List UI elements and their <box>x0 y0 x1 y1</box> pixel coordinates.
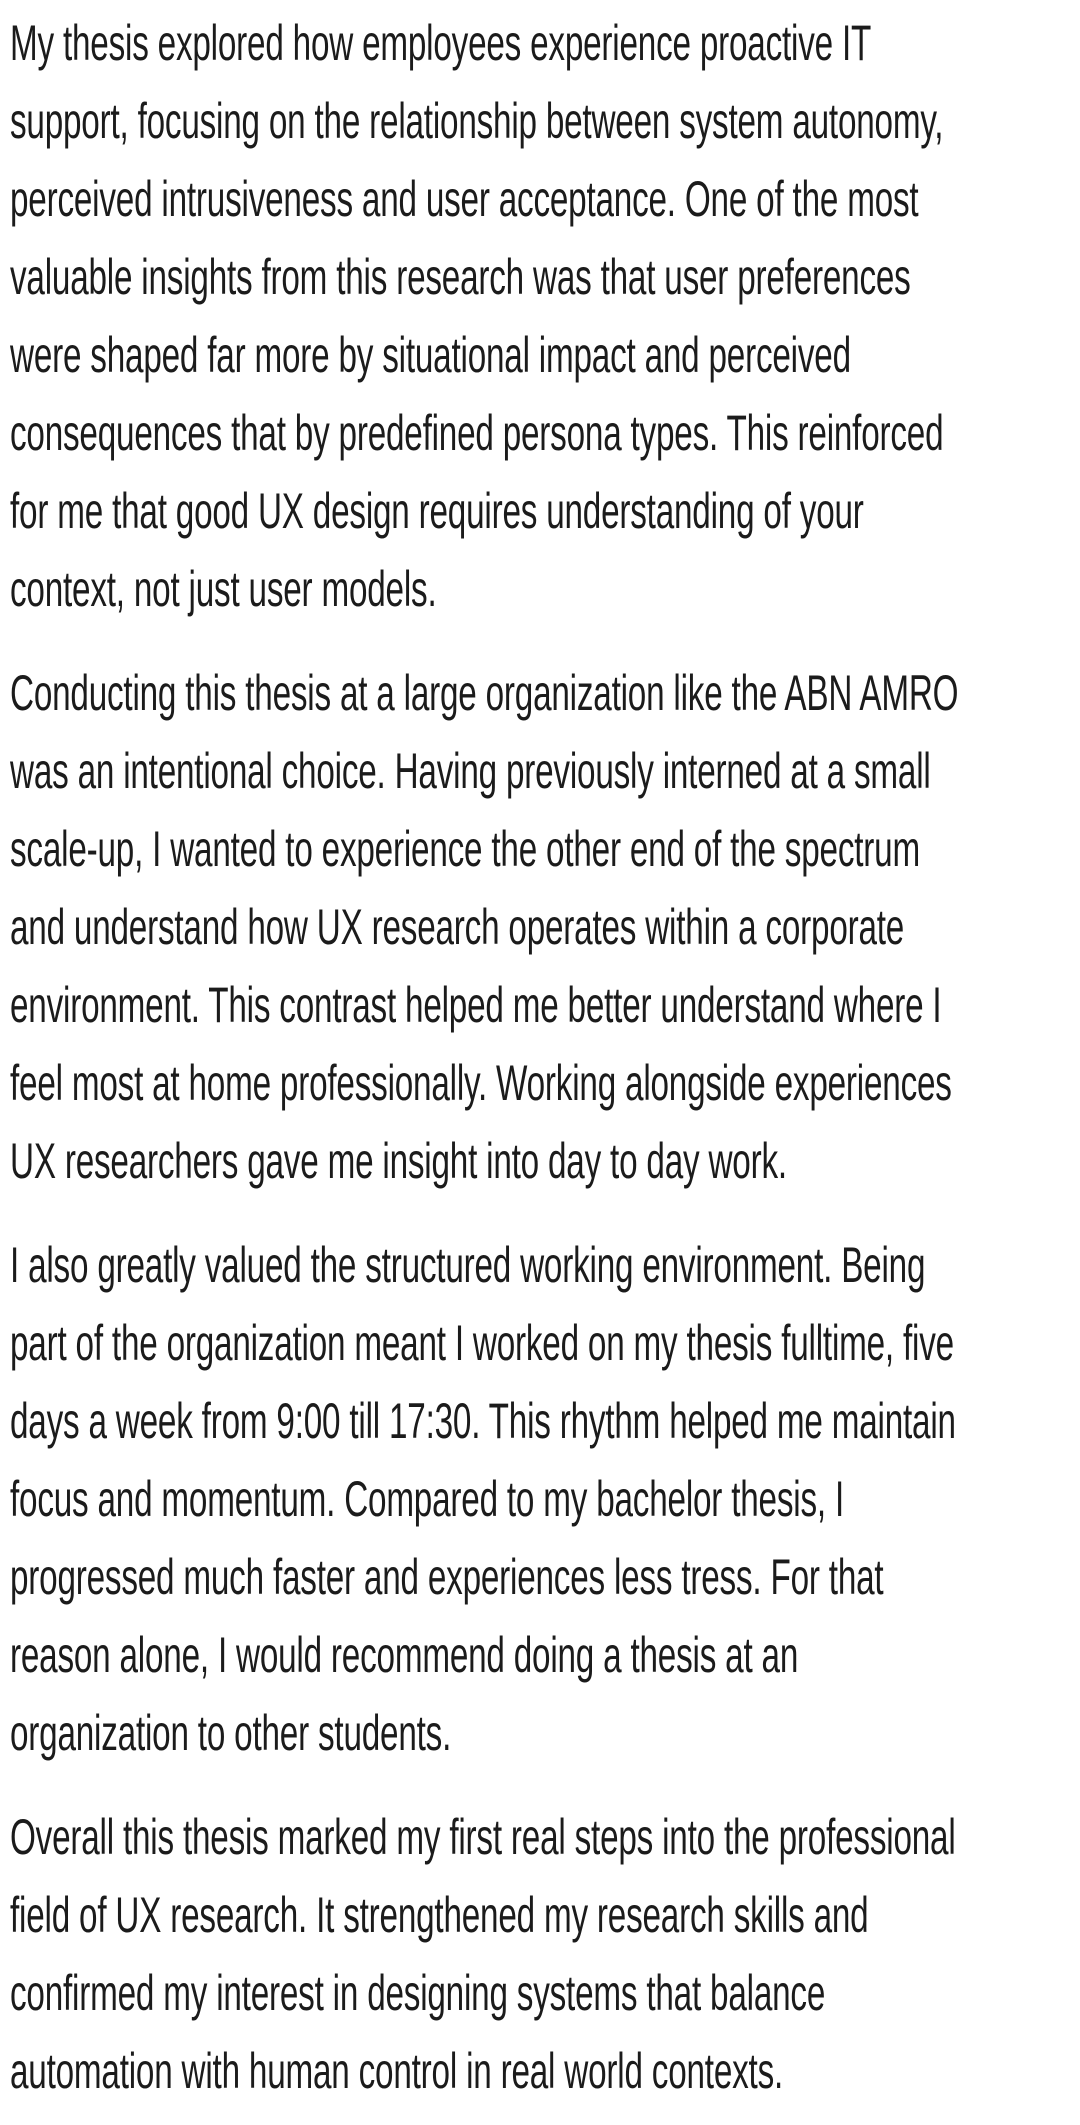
text-line-content: was an intentional choice. Having previously interned at a small <box>10 743 931 799</box>
text-line-content: progressed much faster and experiences less tress. For that <box>10 1549 884 1605</box>
text-line-content: scale-up, I wanted to experience the other end of the spectrum <box>10 821 920 877</box>
text-line-content: confirmed my interest in designing systems that balance <box>10 1965 826 2021</box>
text-line <box>10 316 1080 394</box>
paragraph <box>10 4 1080 628</box>
text-line-content: reason alone, I would recommend doing a thesis at an <box>10 1627 799 1683</box>
text-line-content: part of the organization meant I worked on my thesis fulltime, five <box>10 1315 954 1371</box>
text-line-content: focus and momentum. Compared to my bachelor thesis, I <box>10 1471 844 1527</box>
text-line <box>10 1616 1080 1694</box>
paragraph <box>10 1798 1080 2110</box>
text-line <box>10 2032 1080 2110</box>
text-line-content: for me that good UX design requires understanding of your <box>10 483 864 539</box>
text-line <box>10 1382 1080 1460</box>
text-line-content: automation with human control in real world contexts. <box>10 2043 784 2099</box>
text-line-content: field of UX research. It strengthened my research skills and <box>10 1887 869 1943</box>
text-line <box>10 1694 1080 1772</box>
text-line-content: UX researchers gave me insight into day to day work. <box>10 1133 787 1189</box>
text-line <box>10 550 1080 628</box>
text-line <box>10 1538 1080 1616</box>
text-line <box>10 472 1080 550</box>
text-line <box>10 1044 1080 1122</box>
text-line <box>10 238 1080 316</box>
text-line-content: days a week from 9:00 till 17:30. This rhythm helped me maintain <box>10 1393 956 1449</box>
text-line-content: feel most at home professionally. Working alongside experiences <box>10 1055 952 1111</box>
text-line <box>10 810 1080 888</box>
text-line-content: valuable insights from this research was that user preferences <box>10 249 911 305</box>
text-line-content: organization to other students. <box>10 1705 452 1761</box>
text-line-content: perceived intrusiveness and user acceptance. One of the most <box>10 171 919 227</box>
text-line-content: environment. This contrast helped me better understand where I <box>10 977 942 1033</box>
text-line-content: Overall this thesis marked my first real steps into the professional <box>10 1809 956 1865</box>
text-line <box>10 732 1080 810</box>
text-line <box>10 4 1080 82</box>
text-line <box>10 888 1080 966</box>
text-line-content: My thesis explored how employees experience proactive IT <box>10 15 872 71</box>
text-line <box>10 966 1080 1044</box>
text-line <box>10 1798 1080 1876</box>
text-line <box>10 1226 1080 1304</box>
text-line <box>10 82 1080 160</box>
text-line <box>10 1460 1080 1538</box>
text-line <box>10 160 1080 238</box>
text-line <box>10 394 1080 472</box>
text-line <box>10 654 1080 732</box>
text-line <box>10 1122 1080 1200</box>
text-line-content: support, focusing on the relationship between system autonomy, <box>10 93 944 149</box>
text-line-content: Conducting this thesis at a large organization like the ABN AMRO <box>10 665 959 721</box>
text-line-content: context, not just user models. <box>10 561 437 617</box>
text-line <box>10 1876 1080 1954</box>
paragraph <box>10 1226 1080 1772</box>
text-line-content: I also greatly valued the structured working environment. Being <box>10 1237 926 1293</box>
text-line-content: and understand how UX research operates within a corporate <box>10 899 905 955</box>
text-line-content: consequences that by predefined persona types. This reinforced <box>10 405 944 461</box>
text-line-content: were shaped far more by situational impact and perceived <box>10 327 851 383</box>
text-line <box>10 1954 1080 2032</box>
paragraph <box>10 654 1080 1200</box>
text-line <box>10 1304 1080 1382</box>
